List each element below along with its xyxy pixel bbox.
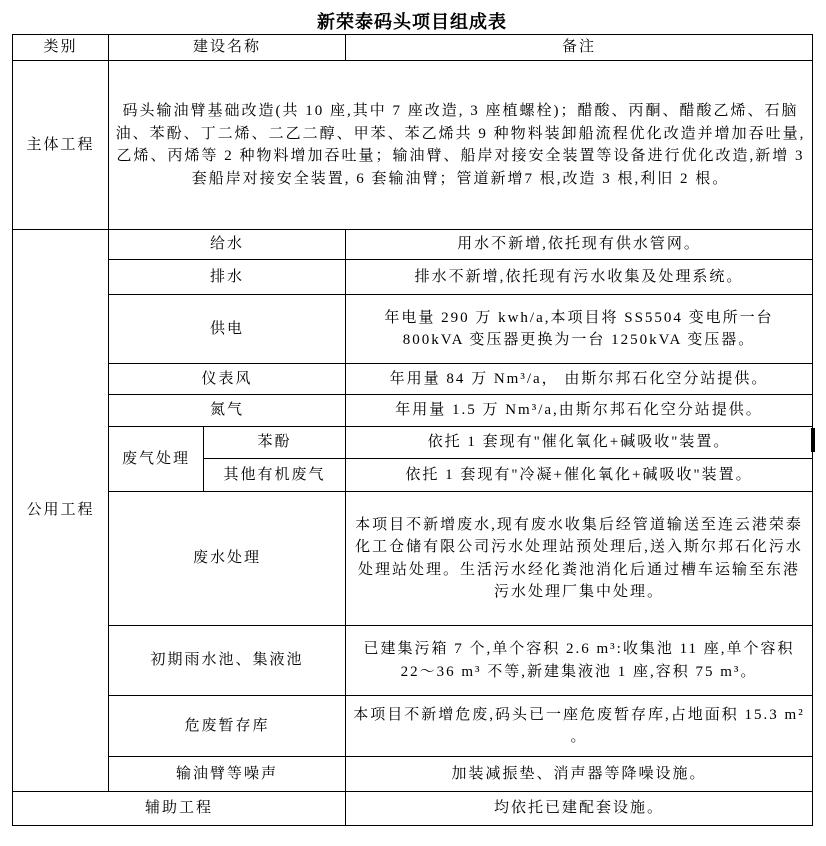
instrument-air-row [13,364,813,395]
header-name: 建设名称 [109,35,346,61]
drainage-name: 排水 [109,260,346,295]
table-header-row [13,35,813,61]
drainage-row [13,260,813,295]
cursor-artifact [811,428,815,452]
noise-row [13,757,813,792]
instrument-air-name: 仪表风 [109,364,346,395]
water-supply-row [13,230,813,260]
rain-pool-name: 初期雨水池、集液池 [109,626,346,696]
other-organic-gas-name: 其他有机废气 [204,459,346,492]
nitrogen-remark: 年用量 1.5 万 Nm³/a,由斯尔邦石化空分站提供。 [346,395,813,427]
instrument-air-remark: 年用量 84 万 Nm³/a， 由斯尔邦石化空分站提供。 [346,364,813,395]
other-organic-gas-remark: 依托 1 套现有"冷凝+催化氧化+碱吸收"装置。 [346,459,813,492]
phenol-gas-name: 苯酚 [204,427,346,459]
phenol-gas-row [13,427,813,459]
project-composition-table [12,34,813,826]
utilities-label: 公用工程 [13,230,109,792]
power-supply-remark: 年电量 290 万 kwh/a,本项目将 SS5504 变电所一台 800kVA 变压器更换为一台 1250kVA 变压器。 [346,295,813,364]
page-title: 新荣泰码头项目组成表 [317,12,507,32]
header-remark: 备注 [346,35,813,61]
hazardous-waste-name: 危废暂存库 [109,696,346,757]
power-supply-row [13,295,813,364]
auxiliary-row [13,792,813,826]
phenol-gas-remark: 依托 1 套现有"催化氧化+碱吸收"装置。 [346,427,813,459]
main-project-row [13,61,813,230]
auxiliary-remark: 均依托已建配套设施。 [346,792,813,826]
water-supply-remark: 用水不新增,依托现有供水管网。 [346,230,813,260]
nitrogen-row [13,395,813,427]
drainage-remark: 排水不新增,依托现有污水收集及处理系统。 [346,260,813,295]
wastewater-name: 废水处理 [109,492,346,626]
waste-gas-group-label: 废气处理 [109,427,204,492]
hazardous-waste-remark: 本项目不新增危废,码头已一座危废暂存库,占地面积 15.3 m² 。 [346,696,813,757]
noise-name: 输油臂等噪声 [109,757,346,792]
nitrogen-name: 氮气 [109,395,346,427]
noise-remark: 加装减振垫、消声器等降噪设施。 [346,757,813,792]
main-project-content: 码头输油臂基础改造(共 10 座,其中 7 座改造, 3 座植螺栓)；醋酸、丙酮、醋酸乙烯、石脑油、苯酚、丁二烯、二乙二醇、甲苯、苯乙烯共 9 种物料装卸船流程优化改造并增加吞吐量,乙烯、丙烯等 2 种物料增加吞吐量；输油臂、船岸对接安全装置等设备进行优化改造,新增 3 套船岸对接安全装置, 6 套输油臂；管道新增7 根,改造 3 根,利旧 2 根。 [109,61,813,230]
auxiliary-label: 辅助工程 [13,792,346,826]
header-category: 类别 [13,35,109,61]
rain-pool-remark: 已建集污箱 7 个,单个容积 2.6 m³:收集池 11 座,单个容积 22～36 m³ 不等,新建集液池 1 座,容积 75 m³。 [346,626,813,696]
main-project-label: 主体工程 [13,61,109,230]
hazardous-waste-row [13,696,813,757]
water-supply-name: 给水 [109,230,346,260]
wastewater-row [13,492,813,626]
power-supply-name: 供电 [109,295,346,364]
rain-pool-row [13,626,813,696]
wastewater-remark: 本项目不新增废水,现有废水收集后经管道输送至连云港荣泰化工仓储有限公司污水处理站预处理后,送入斯尔邦石化污水处理站处理。生活污水经化粪池消化后通过槽车运输至东港污水处理厂集中处理。 [346,492,813,626]
